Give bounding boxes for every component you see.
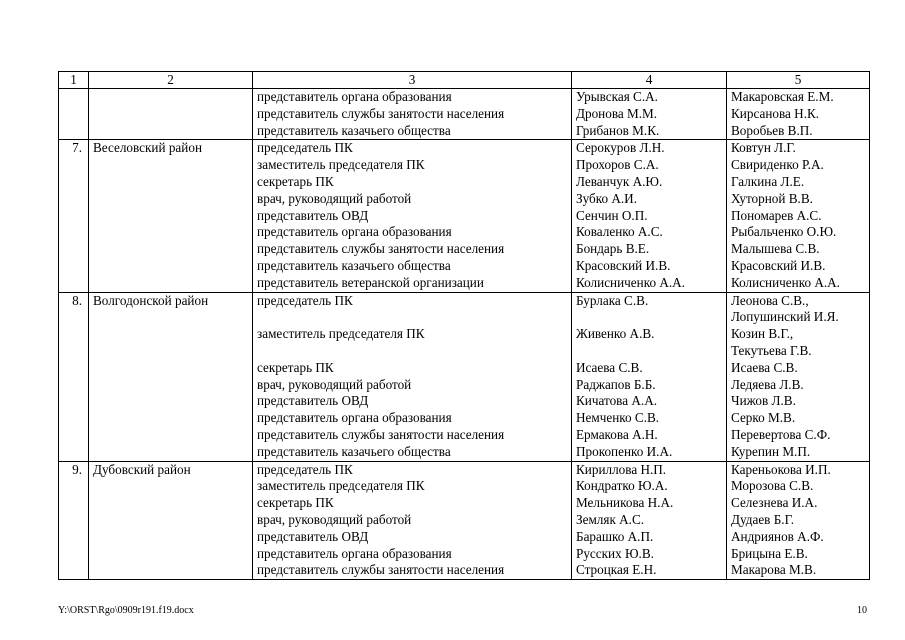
district-name (89, 208, 253, 225)
table-row (59, 106, 870, 123)
table-body (59, 89, 870, 580)
district-name (89, 478, 253, 495)
table-row (59, 393, 870, 410)
district-name (89, 241, 253, 258)
footer-file-path: Y:\ORST\Rgo\0909r191.f19.docx (58, 605, 194, 616)
row-number (59, 241, 89, 258)
district-name (89, 562, 253, 579)
reserve-member-name: Лопушинский И.Я. (727, 309, 870, 326)
member-name: Сенчин О.П. (572, 208, 727, 225)
reserve-member-name: Брицына Е.В. (727, 546, 870, 563)
row-number (59, 191, 89, 208)
row-number (59, 360, 89, 377)
member-name: Урывская С.А. (572, 89, 727, 106)
role-cell: представитель службы занятости населения (253, 241, 572, 258)
table-row (59, 512, 870, 529)
row-number (59, 208, 89, 225)
reserve-member-name: Кареньокова И.П. (727, 461, 870, 478)
table-row (59, 191, 870, 208)
member-name: Красовский И.В. (572, 258, 727, 275)
district-name (89, 89, 253, 106)
header-col-3: 3 (253, 72, 572, 89)
role-cell: представитель службы занятости населения (253, 106, 572, 123)
reserve-member-name: Свириденко Р.А. (727, 157, 870, 174)
district-name (89, 106, 253, 123)
table-row (59, 224, 870, 241)
member-name: Земляк А.С. (572, 512, 727, 529)
reserve-member-name: Хуторной В.В. (727, 191, 870, 208)
role-cell: председатель ПК (253, 140, 572, 157)
district-name (89, 123, 253, 140)
district-name (89, 326, 253, 343)
table-row (59, 157, 870, 174)
role-cell: секретарь ПК (253, 495, 572, 512)
role-cell: врач, руководящий работой (253, 191, 572, 208)
member-name: Строцкая Е.Н. (572, 562, 727, 579)
row-number (59, 275, 89, 292)
role-cell: председатель ПК (253, 292, 572, 309)
member-name: Раджапов Б.Б. (572, 377, 727, 394)
table-row (59, 495, 870, 512)
member-name: Колисниченко А.А. (572, 275, 727, 292)
reserve-member-name: Чижов Л.В. (727, 393, 870, 410)
header-col-2: 2 (89, 72, 253, 89)
reserve-member-name: Серко М.В. (727, 410, 870, 427)
district-name (89, 495, 253, 512)
table-row (59, 461, 870, 478)
member-name: Кондратко Ю.А. (572, 478, 727, 495)
member-name: Живенко А.В. (572, 326, 727, 343)
role-cell: заместитель председателя ПК (253, 157, 572, 174)
table-row (59, 241, 870, 258)
role-cell: представитель органа образования (253, 410, 572, 427)
member-name: Грибанов М.К. (572, 123, 727, 140)
reserve-member-name: Красовский И.В. (727, 258, 870, 275)
header-col-1: 1 (59, 72, 89, 89)
row-number (59, 106, 89, 123)
role-cell: врач, руководящий работой (253, 512, 572, 529)
member-name: Бурлака С.В. (572, 292, 727, 309)
role-cell: представитель ОВД (253, 393, 572, 410)
role-cell: представитель ветеранской организации (253, 275, 572, 292)
role-cell: представитель службы занятости населения (253, 562, 572, 579)
reserve-member-name: Морозова С.В. (727, 478, 870, 495)
reserve-member-name: Селезнева И.А. (727, 495, 870, 512)
role-cell: представитель органа образования (253, 89, 572, 106)
member-name: Серокуров Л.Н. (572, 140, 727, 157)
committee-table (58, 71, 870, 580)
district-name (89, 174, 253, 191)
district-name (89, 427, 253, 444)
member-name: Немченко С.В. (572, 410, 727, 427)
role-cell: представитель органа образования (253, 546, 572, 563)
member-name (572, 309, 727, 326)
reserve-member-name: Леонова С.В., (727, 292, 870, 309)
reserve-member-name: Дудаев Б.Г. (727, 512, 870, 529)
row-number (59, 174, 89, 191)
row-number (59, 478, 89, 495)
member-name: Прохоров С.А. (572, 157, 727, 174)
member-name: Бондарь В.Е. (572, 241, 727, 258)
reserve-member-name: Андриянов А.Ф. (727, 529, 870, 546)
member-name: Мельникова Н.А. (572, 495, 727, 512)
row-number (59, 529, 89, 546)
table-row (59, 478, 870, 495)
row-number (59, 123, 89, 140)
row-number: 8. (59, 292, 89, 309)
role-cell: заместитель председателя ПК (253, 478, 572, 495)
header-col-5: 5 (727, 72, 870, 89)
member-name: Кичатова А.А. (572, 393, 727, 410)
row-number (59, 495, 89, 512)
member-name: Ермакова А.Н. (572, 427, 727, 444)
row-number (59, 377, 89, 394)
district-name (89, 546, 253, 563)
district-name (89, 258, 253, 275)
role-cell: представитель органа образования (253, 224, 572, 241)
member-name: Леванчук А.Ю. (572, 174, 727, 191)
reserve-member-name: Ковтун Л.Г. (727, 140, 870, 157)
row-number (59, 393, 89, 410)
reserve-member-name: Перевертова С.Ф. (727, 427, 870, 444)
district-name (89, 393, 253, 410)
role-cell: председатель ПК (253, 461, 572, 478)
role-cell (253, 309, 572, 326)
member-name (572, 343, 727, 360)
table-row (59, 326, 870, 343)
reserve-member-name: Воробьев В.П. (727, 123, 870, 140)
table-row (59, 174, 870, 191)
row-number (59, 444, 89, 461)
row-number (59, 546, 89, 563)
district-name (89, 157, 253, 174)
reserve-member-name: Колисниченко А.А. (727, 275, 870, 292)
member-name: Кириллова Н.П. (572, 461, 727, 478)
role-cell: врач, руководящий работой (253, 377, 572, 394)
district-name (89, 275, 253, 292)
table-row (59, 410, 870, 427)
role-cell: заместитель председателя ПК (253, 326, 572, 343)
role-cell: представитель казачьего общества (253, 258, 572, 275)
member-name: Барашко А.П. (572, 529, 727, 546)
district-name (89, 309, 253, 326)
reserve-member-name: Галкина Л.Е. (727, 174, 870, 191)
district-name (89, 191, 253, 208)
reserve-member-name: Рыбальченко О.Ю. (727, 224, 870, 241)
member-name: Коваленко А.С. (572, 224, 727, 241)
table-row (59, 258, 870, 275)
table-row (59, 140, 870, 157)
district-name (89, 512, 253, 529)
table-row (59, 546, 870, 563)
role-cell: представитель службы занятости населения (253, 427, 572, 444)
reserve-member-name: Макаровская Е.М. (727, 89, 870, 106)
role-cell: представитель ОВД (253, 208, 572, 225)
role-cell: представитель казачьего общества (253, 444, 572, 461)
role-cell: представитель ОВД (253, 529, 572, 546)
role-cell (253, 343, 572, 360)
footer-page-number: 10 (857, 605, 867, 616)
row-number: 9. (59, 461, 89, 478)
row-number (59, 343, 89, 360)
role-cell: секретарь ПК (253, 174, 572, 191)
header-col-4: 4 (572, 72, 727, 89)
row-number (59, 89, 89, 106)
table-row (59, 360, 870, 377)
row-number (59, 309, 89, 326)
district-name (89, 410, 253, 427)
role-cell: представитель казачьего общества (253, 123, 572, 140)
row-number (59, 326, 89, 343)
member-name: Исаева С.В. (572, 360, 727, 377)
reserve-member-name: Исаева С.В. (727, 360, 870, 377)
table-row (59, 427, 870, 444)
district-name: Волгодонской район (89, 292, 253, 309)
member-name: Русских Ю.В. (572, 546, 727, 563)
reserve-member-name: Курепин М.П. (727, 444, 870, 461)
district-name: Веселовский район (89, 140, 253, 157)
reserve-member-name: Козин В.Г., (727, 326, 870, 343)
table-row (59, 343, 870, 360)
table-row (59, 562, 870, 579)
member-name: Зубко А.И. (572, 191, 727, 208)
table-row (59, 123, 870, 140)
table-row (59, 292, 870, 309)
table-row (59, 444, 870, 461)
reserve-member-name: Текутьева Г.В. (727, 343, 870, 360)
table-row (59, 275, 870, 292)
row-number (59, 157, 89, 174)
row-number (59, 427, 89, 444)
district-name: Дубовский район (89, 461, 253, 478)
member-name: Дронова М.М. (572, 106, 727, 123)
district-name (89, 529, 253, 546)
row-number: 7. (59, 140, 89, 157)
table-row (59, 208, 870, 225)
table-row (59, 377, 870, 394)
district-name (89, 444, 253, 461)
role-cell: секретарь ПК (253, 360, 572, 377)
row-number (59, 258, 89, 275)
member-name: Прокопенко И.А. (572, 444, 727, 461)
district-name (89, 224, 253, 241)
district-name (89, 343, 253, 360)
district-name (89, 377, 253, 394)
row-number (59, 512, 89, 529)
table-header-row (59, 72, 870, 89)
reserve-member-name: Макарова М.В. (727, 562, 870, 579)
table-row (59, 89, 870, 106)
reserve-member-name: Пономарев А.С. (727, 208, 870, 225)
reserve-member-name: Ледяева Л.В. (727, 377, 870, 394)
row-number (59, 224, 89, 241)
row-number (59, 562, 89, 579)
reserve-member-name: Малышева С.В. (727, 241, 870, 258)
row-number (59, 410, 89, 427)
table-row (59, 309, 870, 326)
table-row (59, 529, 870, 546)
district-name (89, 360, 253, 377)
reserve-member-name: Кирсанова Н.К. (727, 106, 870, 123)
